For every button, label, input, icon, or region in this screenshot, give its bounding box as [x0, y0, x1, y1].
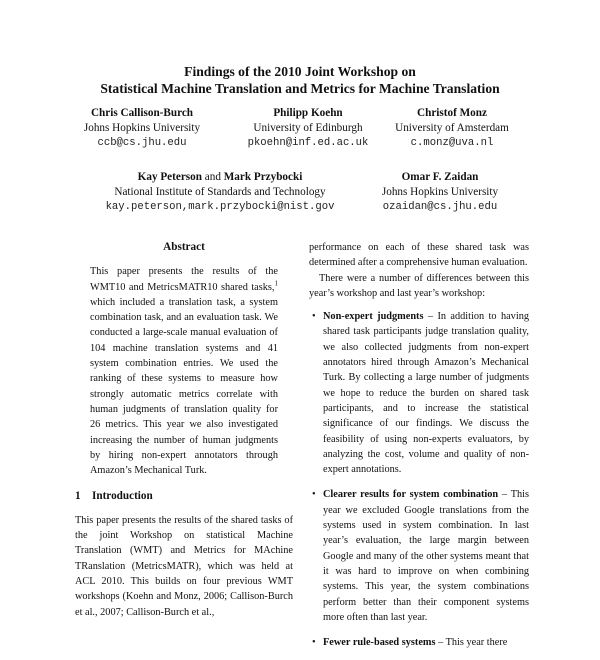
author-callison-burch: Chris Callison-Burch Johns Hopkins University ccb@cs.jhu.edu — [83, 107, 201, 149]
author-koehn: Philipp Koehn University of Edinburgh pkoehn@inf.ed.ac.uk — [247, 107, 369, 149]
title-line-1: Findings of the 2010 Joint Workshop on — [184, 64, 416, 79]
abstract-body: This paper presents the results of the WMT10 and MetricsMATR10 shared tasks,$^1$ which included a translation task, a system combination task, and an evaluation task. We conducted a large-scale manual evaluation of 104 machine translation systems and 41 system combination entries. We used the ranking of these systems to measure how strongly automatic metrics correlate with human judgments of translation quality for 26 metrics. This year we also investigated increasing the number of human judgments by hiring non-expert annotators through Amazon’s Mechanical Turk. — [90, 266, 278, 477]
right-continuation-text: performance on each of these shared task was determined after a comprehensive human evaluation. — [309, 242, 529, 269]
author-zaidan: Omar F. Zaidan Johns Hopkins University ozaidan@cs.jhu.edu — [381, 171, 499, 213]
differences-list — [309, 309, 529, 650]
abstract-heading: Abstract — [163, 241, 205, 253]
list-item: • Clearer results for system combination – This year we excluded Google translations from the systems used in system combination. In last year’s evaluation, the large margin between Google and many of the other systems meant that it was hard to improve on when combining systems. This year, the system combinations perform better than their component systems more often than last year. — [312, 489, 529, 623]
right-column — [309, 240, 529, 660]
section-heading-introduction: 1 Introduction — [75, 490, 153, 503]
paper-title — [0, 63, 600, 97]
left-column — [75, 240, 293, 620]
list-item: • Non-expert judgments – In addition to having shared task participants judge translation quality, we also collected judgments from non-expert annotators hired through Amazon’s Mechanical Turk. By collecting a large number of judgments we hope to reduce the burden on shared task participants, and to increase the statistical significance of our findings. We discuss the feasibility of using non-experts evaluators, by analyzing the cost, volume and quality of non-expert annotations. — [312, 311, 529, 476]
bullet-icon: • — [312, 637, 316, 649]
footnote-mark: 1 — [274, 279, 278, 288]
bullet-icon: • — [312, 489, 316, 501]
author-monz: Christof Monz University of Amsterdam c.monz@uva.nl — [395, 107, 509, 149]
author-peterson-przybocki: Kay Peterson and Mark Przybocki National Institute of Standards and Technology kay.peterson,mark.przybocki@nist.gov — [105, 171, 335, 213]
differences-paragraph: There were a number of differences between this year’s workshop and last year’s workshop: — [309, 272, 529, 299]
introduction-body: This paper presents the results of the shared tasks of the joint Workshop on statistical Machine Translation (WMT) and Metrics for MAchine TRanslation (MetricsMATR), which was held at ACL 2010. This builds on four previous WMT workshops (Koehn and Monz, 2006; Callison-Burch et al., 2007; Callison-Burch et al., — [75, 514, 293, 618]
title-line-2: Statistical Machine Translation and Metrics for Machine Translation — [100, 81, 500, 96]
bullet-icon: • — [312, 311, 316, 323]
list-item: • Fewer rule-based systems – This year there — [309, 635, 529, 650]
